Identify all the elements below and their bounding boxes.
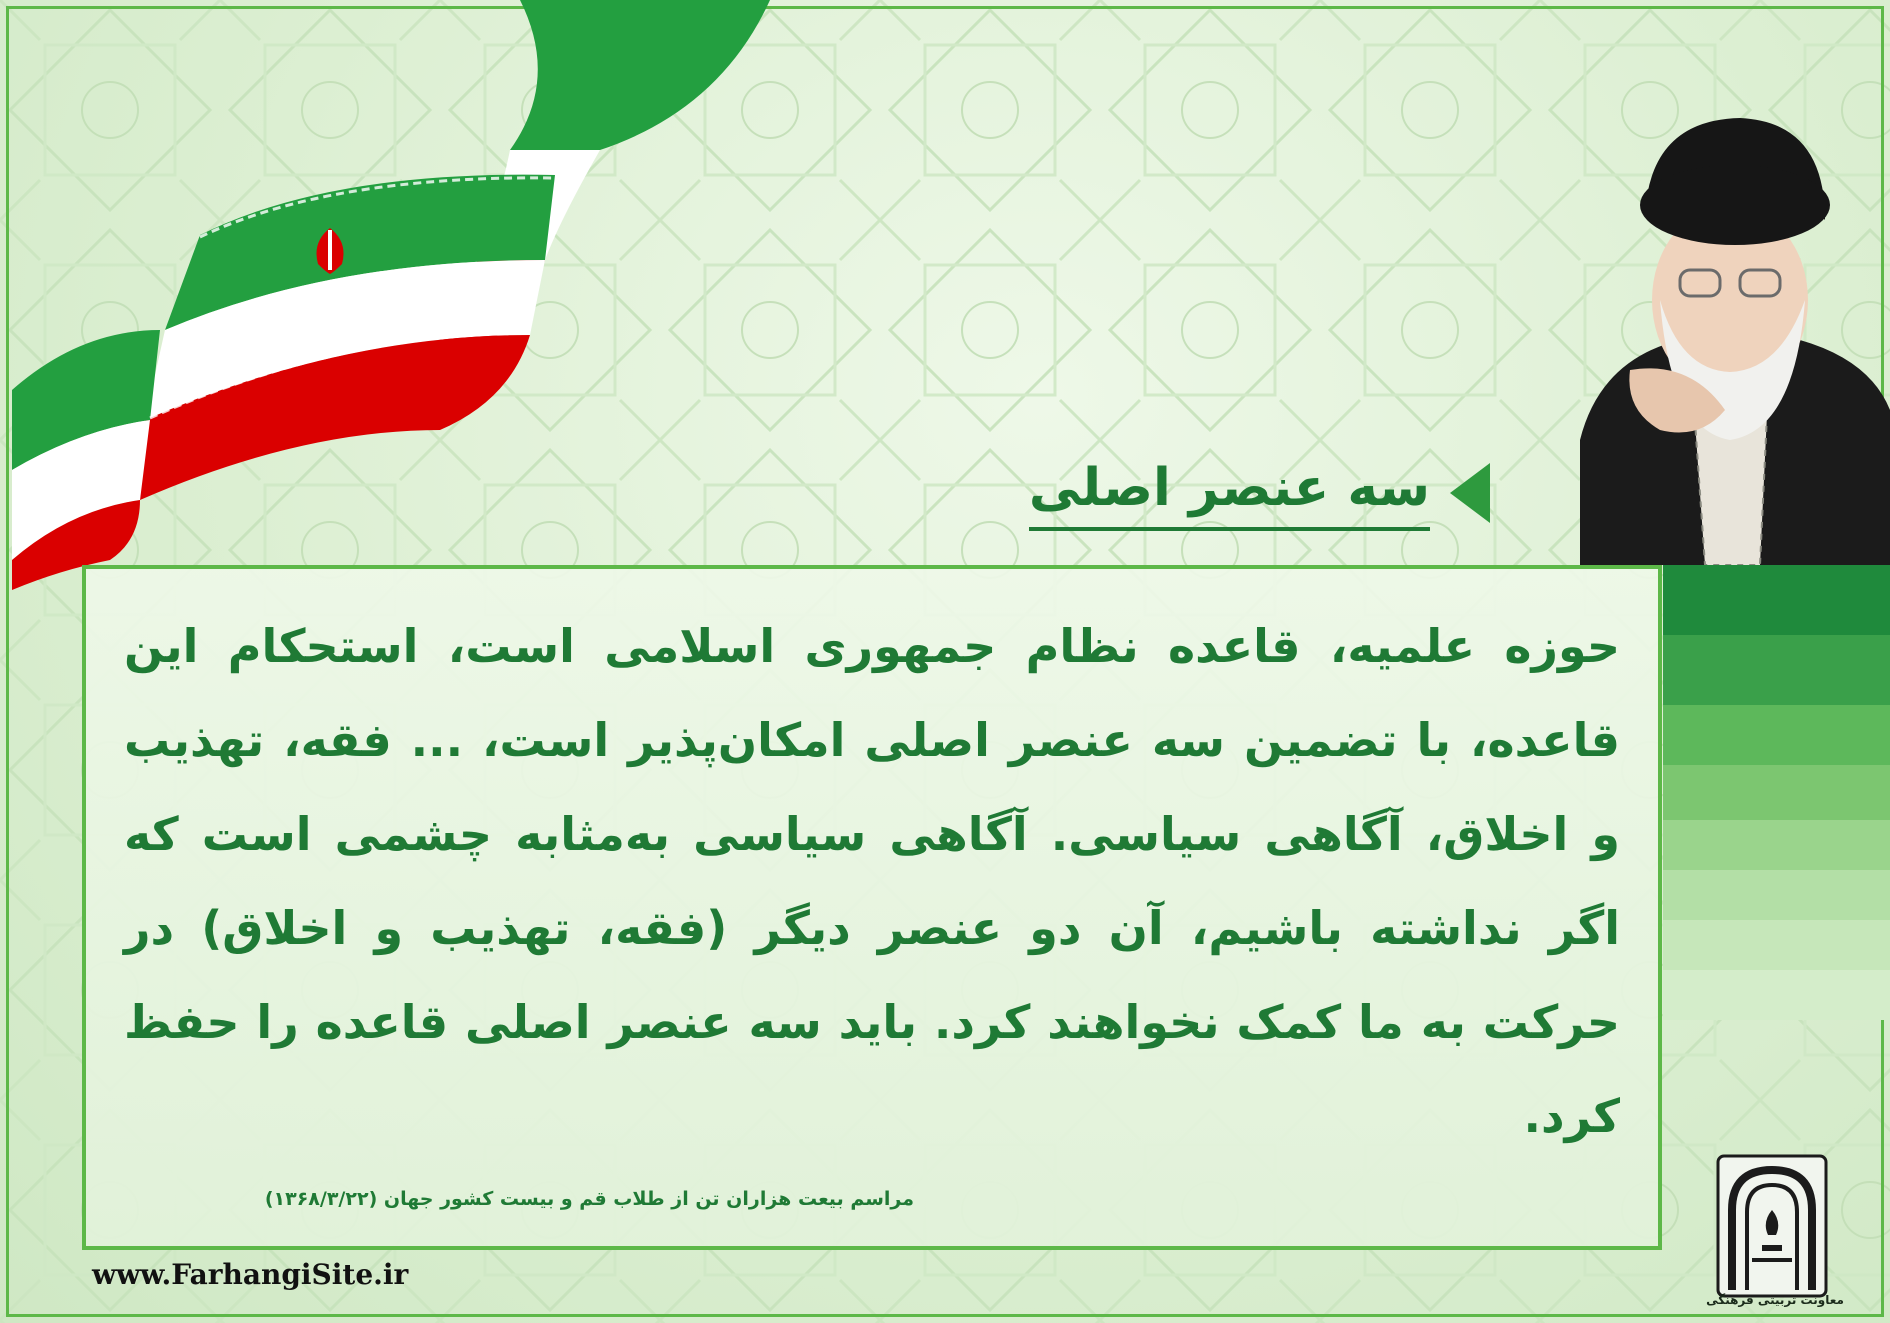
heading (1010, 455, 1490, 535)
website-url[interactable]: www.FarhangiSite.ir (92, 1258, 409, 1291)
heading-title: سه عنصر اصلی (1029, 457, 1430, 531)
quote-source: مراسم بیعت هزاران تن از طلاب قم و بیست کشور جهان (۱۳۶۸/۳/۲۲) (264, 1188, 914, 1210)
quote-panel (82, 565, 1662, 1250)
logo-caption: معاونت تربیتی فرهنگی (1706, 1293, 1844, 1307)
portrait-image (1540, 110, 1890, 565)
iran-flag-ribbon (0, 0, 800, 590)
quote-text: حوزه علمیه، قاعده نظام جمهوری اسلامی است، استحکام این قاعده، با تضمین سه عنصر اصلی امکان‌پذیر است، ... فقه، تهذیب و اخلاق، آگاهی سیاسی. آگاهی سیاسی به‌مثابه چشمی است که اگر نداشته باشیم، آن دو عنصر دیگر (فقه، تهذیب و اخلاق) در حرکت به ما کمک نخواهند کرد. باید سه عنصر اصلی قاعده را حفظ کرد. (124, 619, 1620, 1143)
heading-arrow-icon (1450, 463, 1490, 523)
seminary-logo-icon (1712, 1150, 1832, 1305)
